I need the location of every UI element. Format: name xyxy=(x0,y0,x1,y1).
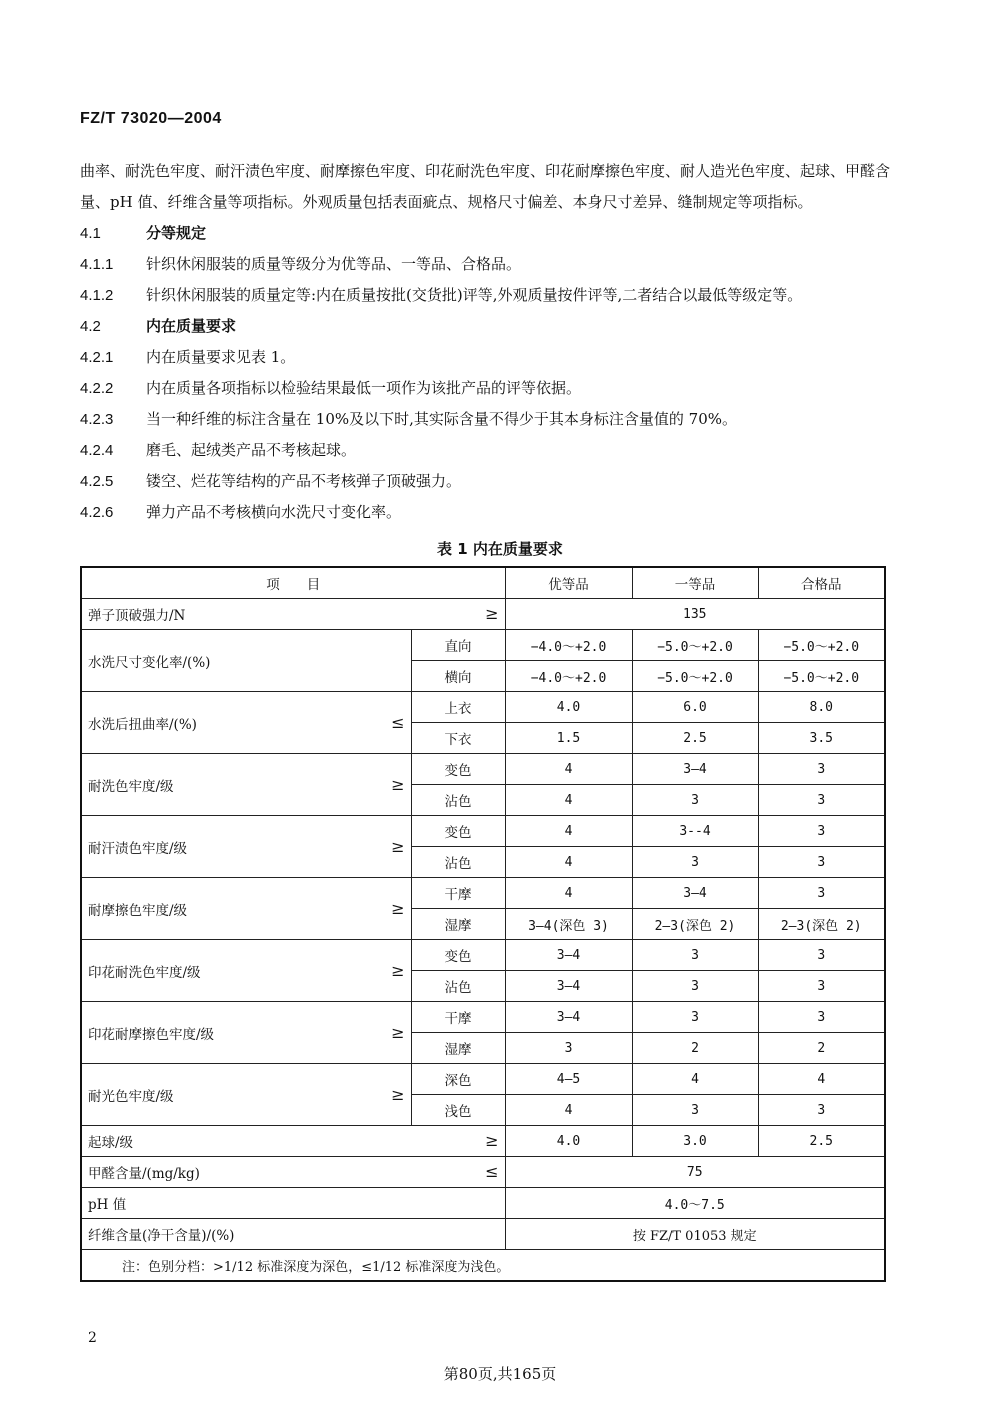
row-label xyxy=(81,878,411,940)
row-label xyxy=(81,1126,505,1157)
value-cell: 3 xyxy=(632,971,758,1002)
value-cell: 2—3(深色 2) xyxy=(632,909,758,940)
section-4-1 xyxy=(80,218,908,249)
comparison-symbol: ≤ xyxy=(485,1162,499,1181)
value-cell: 3 xyxy=(758,754,885,785)
value-cell: 8.0 xyxy=(758,692,885,723)
item-name: 印花耐摩擦色牢度/级 xyxy=(88,1026,215,1043)
item-name: 起球/级 xyxy=(88,1135,134,1151)
value-cell: 3—4 xyxy=(505,1002,632,1033)
clause-text: 当一种纤维的标注含量在 10%及以下时,其实际含量不得少于其本身标注含量值的 70%。 xyxy=(146,410,737,428)
sub-item: 沾色 xyxy=(411,971,505,1002)
table-row xyxy=(81,1188,885,1219)
clause-number: 4.2.3 xyxy=(80,411,114,428)
table-row xyxy=(81,878,885,909)
sub-item: 变色 xyxy=(411,816,505,847)
clause-4-1-1 xyxy=(80,249,908,280)
clause-4-2-6 xyxy=(80,497,908,528)
clause-number: 4.2.2 xyxy=(80,380,114,397)
value-cell: −5.0～+2.0 xyxy=(632,630,758,661)
clause-text: 内在质量各项指标以检验结果最低一项作为该批产品的评等依据。 xyxy=(146,379,582,397)
value-cell: 3 xyxy=(632,1002,758,1033)
table-note: 注：色别分档：>1/12 标准深度为深色，≤1/12 标准深度为浅色。 xyxy=(81,1250,885,1282)
value-cell: −5.0～+2.0 xyxy=(758,661,885,692)
comparison-symbol: ≥ xyxy=(391,1022,405,1042)
value-cell: 3.5 xyxy=(758,723,885,754)
table-row xyxy=(81,940,885,971)
header-first-grade: 一等品 xyxy=(632,567,758,599)
table-row xyxy=(81,816,885,847)
value-cell: 3--4 xyxy=(632,816,758,847)
section-heading: 内在质量要求 xyxy=(146,317,237,335)
table-row xyxy=(81,630,885,661)
value-cell: 3 xyxy=(632,847,758,878)
value-cell: 2.5 xyxy=(632,723,758,754)
value-cell: 3 xyxy=(758,1095,885,1126)
value-cell: 3 xyxy=(632,1095,758,1126)
clause-number: 4.2.6 xyxy=(80,504,114,521)
item-name: 耐光色牢度/级 xyxy=(88,1088,174,1105)
header-item: 项 目 xyxy=(81,567,505,599)
value-cell: −4.0～+2.0 xyxy=(505,630,632,661)
value-cell: 4 xyxy=(505,816,632,847)
clause-text: 弹力产品不考核横向水洗尺寸变化率。 xyxy=(146,503,402,521)
table-row xyxy=(81,1219,885,1250)
row-label xyxy=(81,1188,505,1219)
table-row xyxy=(81,1126,885,1157)
page-number: 2 xyxy=(88,1330,97,1346)
body-text xyxy=(80,156,908,528)
value-cell: −5.0～+2.0 xyxy=(632,661,758,692)
value-cell: 4 xyxy=(505,754,632,785)
value-cell: 3 xyxy=(505,1033,632,1064)
clause-number: 4.1.1 xyxy=(80,256,114,273)
clause-4-2-4 xyxy=(80,435,908,466)
table-row xyxy=(81,1002,885,1033)
item-name: 耐摩擦色牢度/级 xyxy=(88,902,188,919)
header-qualified: 合格品 xyxy=(758,567,885,599)
section-4-2 xyxy=(80,311,908,342)
value-cell: 3 xyxy=(758,940,885,971)
value-cell: 4.0～7.5 xyxy=(505,1188,885,1219)
note-row xyxy=(81,1250,885,1282)
table-row xyxy=(81,1157,885,1188)
table-row xyxy=(81,692,885,723)
item-name: pH 值 xyxy=(88,1197,127,1213)
section-number: 4.2 xyxy=(80,318,101,335)
comparison-symbol: ≥ xyxy=(391,774,405,794)
value-cell: 2 xyxy=(758,1033,885,1064)
comparison-symbol: ≥ xyxy=(485,1131,499,1150)
comparison-symbol: ≤ xyxy=(391,712,405,732)
value-cell: 4—5 xyxy=(505,1064,632,1095)
intro-paragraph: 曲率、耐洗色牢度、耐汗渍色牢度、耐摩擦色牢度、印花耐洗色牢度、印花耐摩擦色牢度、耐人造光色牢度、起球、甲醛含量、pH 值、纤维含量等项指标。外观质量包括表面疵点、规格尺寸偏差、本身尺寸差异、缝制规定等项指标。 xyxy=(80,162,891,211)
item-name: 水洗后扭曲率/(%) xyxy=(88,716,197,733)
value-cell: 3 xyxy=(632,785,758,816)
sub-item: 干摩 xyxy=(411,1002,505,1033)
sub-item: 变色 xyxy=(411,940,505,971)
clause-text: 针织休闲服装的质量等级分为优等品、一等品、合格品。 xyxy=(146,255,522,273)
value-cell: −4.0～+2.0 xyxy=(505,661,632,692)
sub-item: 湿摩 xyxy=(411,909,505,940)
sub-item: 横向 xyxy=(411,661,505,692)
row-label xyxy=(81,599,505,630)
value-cell: 135 xyxy=(505,599,885,630)
clause-text: 镂空、烂花等结构的产品不考核弹子顶破强力。 xyxy=(146,472,462,490)
row-label xyxy=(81,1002,411,1064)
value-cell: 4 xyxy=(505,1095,632,1126)
clause-4-2-5 xyxy=(80,466,908,497)
comparison-symbol: ≥ xyxy=(391,898,405,918)
item-name: 甲醛含量/(mg/kg) xyxy=(88,1166,200,1182)
value-cell: 6.0 xyxy=(632,692,758,723)
sub-item: 变色 xyxy=(411,754,505,785)
row-label xyxy=(81,816,411,878)
value-cell: 3 xyxy=(632,940,758,971)
clause-4-2-1 xyxy=(80,342,908,373)
table-row xyxy=(81,754,885,785)
sub-item: 下衣 xyxy=(411,723,505,754)
clause-number: 4.2.5 xyxy=(80,473,114,490)
sub-item: 深色 xyxy=(411,1064,505,1095)
value-cell: −5.0～+2.0 xyxy=(758,630,885,661)
row-label xyxy=(81,754,411,816)
clause-4-1-2 xyxy=(80,280,908,311)
document-code: FZ/T 73020—2004 xyxy=(80,110,222,127)
row-label xyxy=(81,1064,411,1126)
value-cell: 3—4 xyxy=(632,754,758,785)
clause-4-2-2 xyxy=(80,373,908,404)
value-cell: 3—4 xyxy=(632,878,758,909)
value-cell: 3—4 xyxy=(505,971,632,1002)
value-cell: 3 xyxy=(758,878,885,909)
value-cell: 4 xyxy=(758,1064,885,1095)
value-cell: 4 xyxy=(632,1064,758,1095)
row-label xyxy=(81,692,411,754)
value-cell: 4 xyxy=(505,785,632,816)
row-label xyxy=(81,630,411,692)
clause-text: 磨毛、起绒类产品不考核起球。 xyxy=(146,441,357,459)
value-cell: 4 xyxy=(505,878,632,909)
value-cell: 3.0 xyxy=(632,1126,758,1157)
sub-item: 直向 xyxy=(411,630,505,661)
section-heading: 分等规定 xyxy=(146,224,207,242)
quality-table xyxy=(80,566,886,1282)
sub-item: 干摩 xyxy=(411,878,505,909)
table-title: 表 1 内在质量要求 xyxy=(437,540,563,558)
value-cell: 2—3(深色 2) xyxy=(758,909,885,940)
sub-item: 湿摩 xyxy=(411,1033,505,1064)
comparison-symbol: ≥ xyxy=(391,836,405,856)
row-label xyxy=(81,1219,505,1250)
comparison-symbol: ≥ xyxy=(391,1084,405,1104)
sub-item: 沾色 xyxy=(411,847,505,878)
clause-text: 内在质量要求见表 1。 xyxy=(146,348,296,366)
value-cell: 3 xyxy=(758,971,885,1002)
value-cell: 4 xyxy=(505,847,632,878)
item-name: 印花耐洗色牢度/级 xyxy=(88,964,201,981)
value-cell: 2.5 xyxy=(758,1126,885,1157)
comparison-symbol: ≥ xyxy=(485,604,499,623)
clause-number: 4.1.2 xyxy=(80,287,114,304)
value-cell: 75 xyxy=(505,1157,885,1188)
row-label xyxy=(81,940,411,1002)
value-cell: 4.0 xyxy=(505,692,632,723)
value-cell: 4.0 xyxy=(505,1126,632,1157)
clause-number: 4.2.4 xyxy=(80,442,114,459)
value-cell: 1.5 xyxy=(505,723,632,754)
value-cell: 3—4(深色 3) xyxy=(505,909,632,940)
table-row xyxy=(81,599,885,630)
page-footer: 第80页,共165页 xyxy=(443,1365,557,1383)
header-row xyxy=(81,567,885,599)
sub-item: 沾色 xyxy=(411,785,505,816)
item-name: 水洗尺寸变化率/(%) xyxy=(88,654,211,671)
value-cell: 3 xyxy=(758,785,885,816)
section-number: 4.1 xyxy=(80,225,101,242)
item-name: 耐汗渍色牢度/级 xyxy=(88,840,188,857)
value-cell: 3 xyxy=(758,847,885,878)
value-cell: 3—4 xyxy=(505,940,632,971)
header-premium: 优等品 xyxy=(505,567,632,599)
value-cell: 按 FZ/T 01053 规定 xyxy=(505,1219,885,1250)
value-cell: 2 xyxy=(632,1033,758,1064)
item-name: 纤维含量(净干含量)/(%) xyxy=(88,1228,235,1244)
row-label xyxy=(81,1157,505,1188)
item-name: 耐洗色牢度/级 xyxy=(88,778,174,795)
value-cell: 3 xyxy=(758,1002,885,1033)
table-row xyxy=(81,1064,885,1095)
sub-item: 上衣 xyxy=(411,692,505,723)
item-name: 弹子顶破强力/N xyxy=(88,608,186,624)
value-cell: 3 xyxy=(758,816,885,847)
clause-4-2-3 xyxy=(80,404,908,435)
sub-item: 浅色 xyxy=(411,1095,505,1126)
clause-text: 针织休闲服装的质量定等:内在质量按批(交货批)评等,外观质量按件评等,二者结合以最低等级定等。 xyxy=(146,286,803,304)
clause-number: 4.2.1 xyxy=(80,349,114,366)
comparison-symbol: ≥ xyxy=(391,960,405,980)
